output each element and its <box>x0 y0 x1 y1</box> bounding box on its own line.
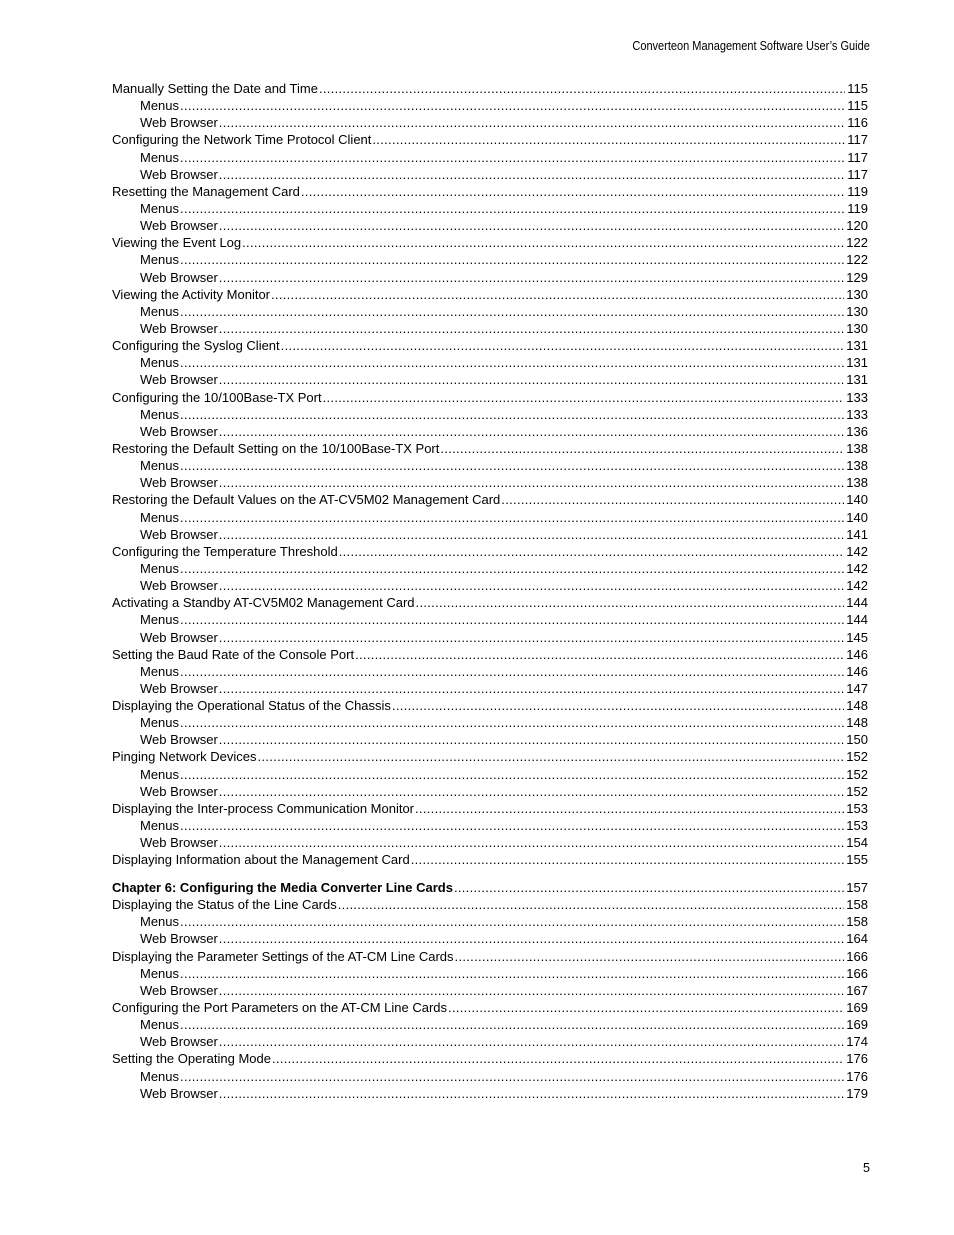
toc-entry-title: Pinging Network Devices <box>112 749 257 765</box>
toc-entry-page: 176 <box>846 1051 868 1067</box>
toc-entry-page: 130 <box>846 303 868 319</box>
toc-entry-title: Displaying the Inter-process Communication Monitor <box>112 800 415 816</box>
toc-entry-title: Web Browser <box>140 269 218 285</box>
toc-entry-page: 115 <box>847 81 868 96</box>
toc-subentry[interactable] <box>112 817 868 834</box>
toc-entry-title: Web Browser <box>140 931 218 947</box>
toc-subentry[interactable] <box>112 526 868 543</box>
toc-entry[interactable] <box>112 234 868 251</box>
toc-entry-title: Setting the Baud Rate of the Console Port <box>112 646 355 662</box>
toc-dot-leader <box>219 320 845 337</box>
toc-dot-leader <box>416 594 845 611</box>
toc-subentry[interactable] <box>112 1033 868 1050</box>
toc-dot-leader <box>180 457 844 474</box>
toc-subentry[interactable] <box>112 303 868 320</box>
toc-dot-leader <box>219 1033 845 1050</box>
toc-entry-title: Web Browser <box>140 218 218 234</box>
toc-entry-title: Web Browser <box>140 1085 218 1101</box>
toc-subentry[interactable] <box>112 474 868 491</box>
toc-entry-title: Chapter 6: Configuring the Media Converter Line Cards <box>112 879 453 895</box>
toc-entry-page: 115 <box>847 98 868 114</box>
toc-entry-title: Displaying the Parameter Settings of the AT-CM Line Cards <box>112 948 454 964</box>
toc-entry-title: Displaying the Operational Status of the Chassis <box>112 698 391 714</box>
toc-entry-page: 138 <box>846 458 868 474</box>
toc-dot-leader <box>355 646 844 663</box>
toc-entry[interactable] <box>112 748 868 765</box>
toc-dot-leader <box>219 371 845 388</box>
toc-subentry[interactable] <box>112 149 868 166</box>
toc-dot-leader <box>339 543 845 560</box>
toc-dot-leader <box>323 389 845 406</box>
toc-section-chapter-5-continued <box>112 80 868 868</box>
toc-dot-leader <box>180 817 844 834</box>
toc-dot-leader <box>219 930 845 947</box>
toc-dot-leader <box>440 440 844 457</box>
toc-subentry[interactable] <box>112 629 868 646</box>
toc-subentry[interactable] <box>112 731 868 748</box>
toc-dot-leader <box>448 999 844 1016</box>
toc-dot-leader <box>219 680 845 697</box>
toc-entry-page: 148 <box>846 715 868 731</box>
toc-entry-page: 142 <box>846 578 868 594</box>
toc-dot-leader <box>219 217 845 234</box>
toc-entry-title: Setting the Operating Mode <box>112 1051 271 1067</box>
toc-subentry[interactable] <box>112 166 868 183</box>
running-header: Converteon Management Software User’s Guide <box>632 39 870 53</box>
toc-subentry[interactable] <box>112 217 868 234</box>
toc-dot-leader <box>219 474 845 491</box>
toc-dot-leader <box>180 1016 844 1033</box>
toc-entry-page: 152 <box>846 783 868 799</box>
toc-subentry[interactable] <box>112 783 868 800</box>
toc-entry[interactable] <box>112 491 868 508</box>
toc-entry[interactable] <box>112 543 868 560</box>
toc-entry-page: 130 <box>846 320 868 336</box>
toc-subentry[interactable] <box>112 509 868 526</box>
toc-section-chapter-6 <box>112 879 868 1102</box>
toc-dot-leader <box>258 748 845 765</box>
toc-entry-title: Web Browser <box>140 115 218 131</box>
toc-entry-page: 167 <box>846 982 868 998</box>
toc-entry-page: 169 <box>846 999 868 1015</box>
toc-entry-page: 158 <box>846 897 868 913</box>
toc-entry-page: 138 <box>846 475 868 491</box>
toc-subentry[interactable] <box>112 611 868 628</box>
toc-entry-title: Menus <box>140 98 180 114</box>
toc-entry-page: 155 <box>846 852 868 868</box>
toc-entry-title: Web Browser <box>140 475 218 491</box>
toc-entry-page: 119 <box>847 200 868 216</box>
toc-dot-leader <box>219 783 845 800</box>
toc-dot-leader <box>271 286 844 303</box>
toc-dot-leader <box>242 234 844 251</box>
toc-entry-page: 117 <box>847 166 868 182</box>
toc-dot-leader <box>180 913 844 930</box>
toc-dot-leader <box>180 406 844 423</box>
toc-dot-leader <box>180 611 844 628</box>
toc-dot-leader <box>455 948 845 965</box>
toc-subentry[interactable] <box>112 680 868 697</box>
toc-entry-page: 169 <box>846 1017 868 1033</box>
toc-entry-title: Menus <box>140 509 180 525</box>
toc-subentry[interactable] <box>112 320 868 337</box>
toc-dot-leader <box>272 1050 844 1067</box>
toc-subentry[interactable] <box>112 834 868 851</box>
toc-entry-page: 144 <box>846 595 868 611</box>
toc-entry-page: 154 <box>846 835 868 851</box>
toc-subentry[interactable] <box>112 269 868 286</box>
toc-entry[interactable] <box>112 851 868 868</box>
toc-entry-page: 122 <box>846 235 868 251</box>
toc-entry-title: Configuring the Syslog Client <box>112 338 280 354</box>
toc-entry-title: Menus <box>140 1017 180 1033</box>
toc-subentry[interactable] <box>112 371 868 388</box>
toc-entry[interactable] <box>112 1050 868 1067</box>
toc-dot-leader <box>219 577 845 594</box>
toc-entry[interactable] <box>112 440 868 457</box>
toc-entry-page: 129 <box>846 269 868 285</box>
toc-dot-leader <box>281 337 845 354</box>
toc-entry[interactable] <box>112 896 868 913</box>
toc-entry-title: Configuring the Port Parameters on the AT-CM Line Cards <box>112 999 448 1015</box>
toc-entry[interactable] <box>112 646 868 663</box>
toc-dot-leader <box>180 1068 844 1085</box>
toc-entry-page: 146 <box>846 646 868 662</box>
toc-dot-leader <box>180 251 844 268</box>
toc-entry-page: 131 <box>846 355 868 371</box>
toc-entry-page: 120 <box>846 218 868 234</box>
toc-dot-leader <box>219 982 845 999</box>
toc-dot-leader <box>219 834 845 851</box>
toc-entry[interactable] <box>112 948 868 965</box>
toc-entry-page: 140 <box>846 509 868 525</box>
toc-dot-leader <box>454 879 844 896</box>
toc-dot-leader <box>501 491 844 508</box>
toc-subentry[interactable] <box>112 423 868 440</box>
toc-entry-page: 144 <box>846 612 868 628</box>
toc-dot-leader <box>319 80 845 97</box>
toc-entry-page: 179 <box>846 1085 868 1101</box>
toc-dot-leader <box>392 697 844 714</box>
toc-entry-title: Web Browser <box>140 1034 218 1050</box>
toc-entry-title: Web Browser <box>140 835 218 851</box>
toc-dot-leader <box>301 183 845 200</box>
toc-entry[interactable] <box>112 131 868 148</box>
toc-dot-leader <box>180 714 844 731</box>
toc-entry-title: Menus <box>140 458 180 474</box>
toc-entry-title: Menus <box>140 766 180 782</box>
toc-chapter-heading[interactable] <box>112 879 868 896</box>
toc-entry-page: 147 <box>846 680 868 696</box>
toc-entry[interactable] <box>112 800 868 817</box>
toc-entry-page: 158 <box>846 914 868 930</box>
page-number: 5 <box>863 1161 870 1175</box>
toc-dot-leader <box>180 200 845 217</box>
toc-entry-page: 117 <box>847 132 868 148</box>
toc-entry-page: 148 <box>846 698 868 714</box>
toc-entry-title: Menus <box>140 1068 180 1084</box>
toc-entry[interactable] <box>112 389 868 406</box>
toc-subentry[interactable] <box>112 913 868 930</box>
toc-dot-leader <box>219 629 845 646</box>
toc-entry-page: 142 <box>846 543 868 559</box>
toc-entry-page: 131 <box>846 338 868 354</box>
toc-subentry[interactable] <box>112 560 868 577</box>
toc-entry-title: Web Browser <box>140 166 218 182</box>
toc-subentry[interactable] <box>112 982 868 999</box>
toc-subentry[interactable] <box>112 200 868 217</box>
toc-entry-page: 153 <box>846 800 868 816</box>
toc-entry-title: Menus <box>140 149 180 165</box>
toc-entry-title: Web Browser <box>140 732 218 748</box>
toc-entry-title: Configuring the 10/100Base-TX Port <box>112 389 322 405</box>
toc-subentry[interactable] <box>112 114 868 131</box>
toc-entry-page: 131 <box>846 372 868 388</box>
toc-subentry[interactable] <box>112 1085 868 1102</box>
toc-dot-leader <box>180 766 844 783</box>
toc-entry-page: 166 <box>846 965 868 981</box>
toc-entry-title: Menus <box>140 303 180 319</box>
toc-subentry[interactable] <box>112 714 868 731</box>
toc-entry-title: Menus <box>140 560 180 576</box>
toc-subentry[interactable] <box>112 251 868 268</box>
toc-entry-title: Web Browser <box>140 372 218 388</box>
toc-entry-page: 133 <box>846 406 868 422</box>
toc-entry-page: 119 <box>847 183 868 199</box>
toc-entry-title: Web Browser <box>140 629 218 645</box>
toc-entry-page: 146 <box>846 663 868 679</box>
toc-entry[interactable] <box>112 697 868 714</box>
toc-entry-page: 142 <box>846 560 868 576</box>
toc-entry[interactable] <box>112 183 868 200</box>
toc-entry[interactable] <box>112 80 868 97</box>
toc-dot-leader <box>219 731 845 748</box>
toc-entry-page: 140 <box>846 492 868 508</box>
toc-entry-page: 152 <box>846 766 868 782</box>
toc-dot-leader <box>219 166 845 183</box>
toc-entry-title: Viewing the Activity Monitor <box>112 286 270 302</box>
toc-entry-page: 138 <box>846 440 868 456</box>
toc-entry-title: Menus <box>140 818 180 834</box>
toc-entry-title: Web Browser <box>140 783 218 799</box>
toc-entry-page: 130 <box>846 286 868 302</box>
toc-entry-title: Web Browser <box>140 578 218 594</box>
toc-entry-title: Restoring the Default Setting on the 10/100Base-TX Port <box>112 440 440 456</box>
toc-entry-title: Restoring the Default Values on the AT-CV5M02 Management Card <box>112 492 501 508</box>
toc-dot-leader <box>180 303 844 320</box>
toc-dot-leader <box>372 131 845 148</box>
toc-subentry[interactable] <box>112 663 868 680</box>
toc-subentry[interactable] <box>112 766 868 783</box>
toc-subentry[interactable] <box>112 930 868 947</box>
toc-entry-title: Manually Setting the Date and Time <box>112 81 318 96</box>
toc-dot-leader <box>219 114 845 131</box>
toc-entry-title: Configuring the Network Time Protocol Client <box>112 132 372 148</box>
toc-entry-title: Configuring the Temperature Threshold <box>112 543 338 559</box>
toc-subentry[interactable] <box>112 457 868 474</box>
toc-dot-leader <box>180 354 844 371</box>
toc-entry-page: 122 <box>846 252 868 268</box>
toc-entry-page: 116 <box>847 115 868 131</box>
toc-entry-title: Web Browser <box>140 680 218 696</box>
toc-subentry[interactable] <box>112 1068 868 1085</box>
toc-dot-leader <box>411 851 845 868</box>
toc-dot-leader <box>180 663 844 680</box>
toc-entry-title: Menus <box>140 355 180 371</box>
toc-dot-leader <box>219 269 845 286</box>
table-of-contents <box>112 80 868 1102</box>
toc-subentry[interactable] <box>112 354 868 371</box>
toc-entry-title: Displaying Information about the Management Card <box>112 852 410 868</box>
toc-entry-title: Menus <box>140 715 180 731</box>
toc-subentry[interactable] <box>112 97 868 114</box>
toc-dot-leader <box>338 896 845 913</box>
toc-entry-page: 141 <box>846 526 868 542</box>
toc-entry-page: 117 <box>847 149 868 165</box>
toc-dot-leader <box>180 965 844 982</box>
toc-dot-leader <box>219 423 845 440</box>
toc-dot-leader <box>219 1085 845 1102</box>
toc-entry-page: 133 <box>846 389 868 405</box>
toc-dot-leader <box>180 509 844 526</box>
toc-dot-leader <box>180 97 845 114</box>
toc-entry-title: Web Browser <box>140 526 218 542</box>
toc-entry-title: Displaying the Status of the Line Cards <box>112 897 337 913</box>
toc-entry-title: Menus <box>140 965 180 981</box>
toc-entry-title: Menus <box>140 612 180 628</box>
toc-subentry[interactable] <box>112 406 868 423</box>
toc-entry-page: 153 <box>846 818 868 834</box>
toc-entry[interactable] <box>112 286 868 303</box>
toc-entry-title: Menus <box>140 252 180 268</box>
toc-entry-page: 157 <box>846 879 868 895</box>
toc-section-gap <box>112 868 868 879</box>
toc-entry-page: 136 <box>846 423 868 439</box>
toc-dot-leader <box>180 560 844 577</box>
toc-entry-title: Menus <box>140 200 180 216</box>
toc-entry-page: 164 <box>846 931 868 947</box>
toc-subentry[interactable] <box>112 965 868 982</box>
toc-entry-title: Web Browser <box>140 423 218 439</box>
toc-entry[interactable] <box>112 999 868 1016</box>
toc-entry[interactable] <box>112 337 868 354</box>
toc-entry-title: Menus <box>140 663 180 679</box>
toc-entry-page: 145 <box>846 629 868 645</box>
toc-dot-leader <box>180 149 845 166</box>
toc-entry[interactable] <box>112 594 868 611</box>
toc-dot-leader <box>219 526 845 543</box>
toc-entry-title: Menus <box>140 406 180 422</box>
toc-entry-title: Web Browser <box>140 320 218 336</box>
toc-dot-leader <box>415 800 844 817</box>
toc-entry-title: Menus <box>140 914 180 930</box>
toc-entry-page: 152 <box>846 749 868 765</box>
toc-entry-title: Activating a Standby AT-CV5M02 Management Card <box>112 595 415 611</box>
toc-entry-title: Web Browser <box>140 982 218 998</box>
toc-entry-page: 176 <box>846 1068 868 1084</box>
toc-entry-page: 150 <box>846 732 868 748</box>
toc-entry-title: Resetting the Management Card <box>112 183 300 199</box>
toc-entry-page: 174 <box>846 1034 868 1050</box>
toc-subentry[interactable] <box>112 1016 868 1033</box>
toc-entry-title: Viewing the Event Log <box>112 235 242 251</box>
toc-entry-page: 166 <box>846 948 868 964</box>
toc-subentry[interactable] <box>112 577 868 594</box>
